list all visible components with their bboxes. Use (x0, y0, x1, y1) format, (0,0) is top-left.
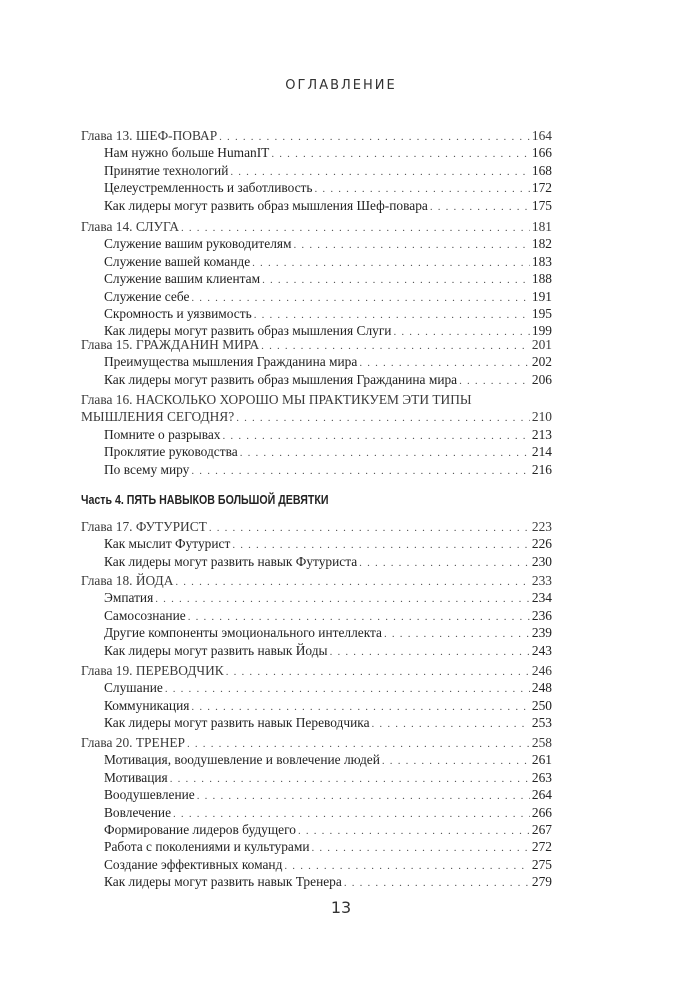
entry-title: Преимущества мышления Гражданина мира (104, 354, 358, 370)
toc-section-entry (81, 804, 552, 821)
entry-page: 261 (531, 752, 552, 768)
entry-title: Глава 19. ПЕРЕВОДЧИК (81, 663, 224, 678)
entry-title: Как лидеры могут развить навык Переводчика (104, 715, 370, 731)
entry-page: 213 (531, 426, 552, 442)
part-heading: Часть 4. ПЯТЬ НАВЫКОВ БОЛЬШОЙ ДЕВЯТКИ (81, 493, 329, 507)
entry-title: По всему миру (104, 461, 190, 477)
entry-page: 202 (531, 354, 552, 370)
dot-leader (298, 823, 530, 840)
entry-title: Вовлечение (104, 804, 172, 820)
entry-page: 175 (531, 197, 552, 213)
toc-chapter-group (81, 336, 552, 388)
entry-title: Глава 13. ШЕФ-ПОВАР (81, 128, 218, 143)
dot-leader (271, 146, 530, 163)
entry-page: 201 (531, 337, 552, 352)
entry-title: Служение вашей команде (104, 253, 251, 269)
toc-section-entry (81, 144, 552, 161)
entry-title: Как лидеры могут развить навык Тренера (104, 874, 342, 890)
toc-section-entry (81, 642, 552, 659)
entry-title: Эмпатия (104, 590, 154, 606)
entry-title: Служение вашим клиентам (104, 271, 261, 287)
toc-chapter-group (81, 662, 552, 732)
dot-leader (209, 520, 530, 537)
entry-page: 230 (531, 553, 552, 569)
toc-chapter-entry (81, 336, 552, 353)
toc-chapter-group (81, 572, 552, 659)
dot-leader (430, 199, 530, 216)
dot-leader (359, 555, 530, 572)
entry-page: 166 (531, 145, 552, 161)
entry-title: Глава 20. ТРЕНЕР (81, 735, 185, 750)
entry-title: Глава 17. ФУТУРИСТ (81, 519, 207, 534)
entry-page: 195 (531, 305, 552, 321)
entry-page: 216 (531, 461, 552, 477)
entry-title: Слушание (104, 680, 163, 696)
toc-chapter-group (81, 734, 552, 891)
dot-leader (223, 428, 530, 445)
toc-chapter-group (81, 391, 552, 478)
toc-section-entry (81, 553, 552, 570)
toc-section-entry (81, 821, 552, 838)
toc-chapter-entry (81, 572, 552, 589)
toc-section-entry (81, 714, 552, 731)
entry-page: 168 (531, 162, 552, 178)
entry-page: 253 (531, 715, 552, 731)
toc-section-entry (81, 535, 552, 552)
dot-leader (226, 664, 530, 681)
dot-leader (155, 591, 530, 608)
entry-title: МЫШЛЕНИЯ СЕГОДНЯ? (81, 409, 235, 425)
entry-page: 264 (531, 787, 552, 803)
dot-leader (384, 626, 530, 643)
entry-title: Глава 18. ЙОДА (81, 573, 174, 588)
dot-leader (372, 716, 530, 733)
toc-section-entry (81, 371, 552, 388)
entry-title: Служение вашим руководителям (104, 236, 292, 252)
entry-page: 239 (531, 625, 552, 641)
toc-section-entry (81, 873, 552, 890)
entry-page: 164 (531, 128, 552, 143)
toc-section-entry (81, 353, 552, 370)
entry-page: 234 (531, 590, 552, 606)
entry-page: 206 (531, 371, 552, 387)
toc-chapter-entry (81, 662, 552, 679)
entry-title: Помните о разрывах (104, 426, 221, 442)
entry-title: Как лидеры могут развить образ мышления Шеф-повара (104, 197, 428, 213)
entry-page: 267 (531, 821, 552, 837)
entry-page: 182 (531, 236, 552, 252)
entry-page: 210 (531, 409, 552, 425)
dot-leader (165, 681, 530, 698)
entry-title: Глава 14. СЛУГА (81, 219, 179, 234)
entry-page: 250 (531, 697, 552, 713)
toc-chapter-group (81, 218, 552, 340)
toc-section-entry (81, 589, 552, 606)
dot-leader (236, 410, 530, 427)
dot-leader (252, 255, 530, 272)
toc-section-entry (81, 426, 552, 443)
toc-chapter-entry (81, 408, 552, 425)
dot-leader (197, 788, 530, 805)
entry-title: Коммуникация (104, 697, 190, 713)
page-title: ОГЛАВЛЕНИЕ (285, 78, 397, 93)
entry-title: Целеустремленность и заботливость (104, 180, 313, 196)
entry-title: Другие компоненты эмоционального интеллекта (104, 625, 382, 641)
toc-section-entry (81, 253, 552, 270)
entry-title: Нам нужно больше HumanIT (104, 145, 270, 161)
entry-title: Воодушевление (104, 787, 195, 803)
toc-section-entry (81, 288, 552, 305)
toc-chapter-title-line: Глава 16. НАСКОЛЬКО ХОРОШО МЫ ПРАКТИКУЕМ ЭТИ ТИПЫ (81, 392, 472, 407)
entry-page: 236 (531, 607, 552, 623)
dot-leader (262, 272, 530, 289)
entry-title: Глава 15. ГРАЖДАНИН МИРА (81, 337, 260, 352)
entry-title: Работа с поколениями и культурами (104, 839, 310, 855)
entry-title: Мотивация, воодушевление и вовлечение людей (104, 752, 380, 768)
entry-page: 248 (531, 680, 552, 696)
entry-title: Как лидеры могут развить навык Йоды (104, 642, 328, 658)
entry-page: 172 (531, 180, 552, 196)
entry-title: Мотивация (104, 769, 168, 785)
toc-chapter-entry (81, 127, 552, 144)
dot-leader (191, 463, 530, 480)
toc-chapter-group (81, 127, 552, 214)
toc-section-entry (81, 197, 552, 214)
entry-title: Скромность и уязвимость (104, 305, 252, 321)
toc-section-entry (81, 697, 552, 714)
toc-section-entry (81, 461, 552, 478)
entry-title: Как лидеры могут развить образ мышления Слуги (104, 323, 392, 339)
toc-section-entry (81, 679, 552, 696)
entry-page: 279 (531, 874, 552, 890)
entry-page: 183 (531, 253, 552, 269)
dot-leader (175, 574, 530, 591)
entry-title: Служение себе (104, 288, 190, 304)
toc-section-entry (81, 235, 552, 252)
dot-leader (294, 237, 530, 254)
entry-title: Создание эффективных команд (104, 856, 283, 872)
toc-section-entry (81, 162, 552, 179)
toc-section-entry (81, 270, 552, 287)
dot-leader (330, 644, 530, 661)
toc-section-entry (81, 443, 552, 460)
toc-section-entry (81, 305, 552, 322)
entry-title: Как мыслит Футурист (104, 536, 231, 552)
dot-leader (459, 373, 530, 390)
entry-page: 226 (531, 536, 552, 552)
entry-page: 243 (531, 642, 552, 658)
toc-section-entry (81, 856, 552, 873)
entry-page: 199 (531, 323, 552, 339)
entry-page: 272 (531, 839, 552, 855)
entry-page: 188 (531, 271, 552, 287)
dot-leader (382, 753, 530, 770)
toc-section-entry (81, 607, 552, 624)
entry-page: 223 (531, 519, 552, 534)
page-number: 13 (330, 898, 352, 917)
dot-leader (344, 875, 530, 892)
entry-page: 258 (531, 735, 552, 750)
toc-section-entry (81, 179, 552, 196)
entry-title: Самосознание (104, 607, 186, 623)
toc-section-entry (81, 624, 552, 641)
toc-chapter-entry (81, 518, 552, 535)
entry-page: 191 (531, 288, 552, 304)
entry-title: Формирование лидеров будущего (104, 821, 296, 837)
entry-title: Проклятие руководства (104, 444, 238, 460)
toc-section-entry (81, 838, 552, 855)
dot-leader (240, 445, 530, 462)
dot-leader (312, 840, 530, 857)
toc-section-entry (81, 769, 552, 786)
entry-page: 233 (531, 573, 552, 588)
toc-section-entry (81, 751, 552, 768)
toc-chapter-group (81, 518, 552, 570)
entry-page: 266 (531, 804, 552, 820)
entry-title: Как лидеры могут развить образ мышления Гражданина мира (104, 371, 458, 387)
entry-page: 181 (531, 219, 552, 234)
entry-page: 275 (531, 856, 552, 872)
entry-title: Как лидеры могут развить навык Футуриста (104, 553, 358, 569)
dot-leader (170, 771, 530, 788)
toc-chapter-entry (81, 218, 552, 235)
toc-chapter-entry (81, 734, 552, 751)
entry-page: 263 (531, 769, 552, 785)
entry-page: 246 (531, 663, 552, 678)
toc-section-entry (81, 786, 552, 803)
entry-page: 214 (531, 444, 552, 460)
entry-title: Принятие технологий (104, 162, 229, 178)
